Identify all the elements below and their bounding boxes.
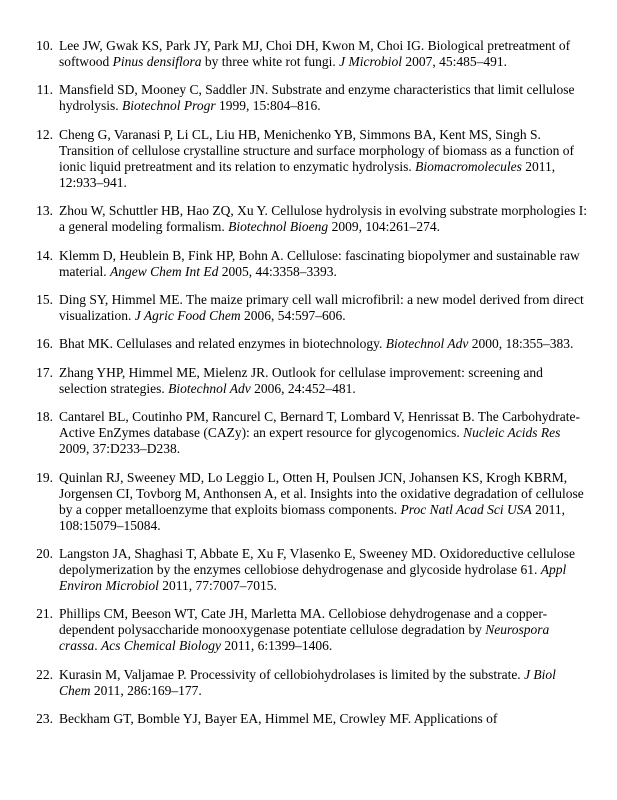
reference-journal-or-species: J Agric Food Chem (134, 307, 241, 323)
reference-segment: Quinlan RJ, Sweeney MD, Lo Leggio L, Otten H, Poulsen JCN, Johansen KS, Krogh KBRM, Jorgensen CI, Tovborg M, Anthonsen A, et al. Insights into the oxidative degradation of cellulose by a copper metalloenzyme that exploits biomass components. (59, 469, 584, 517)
reference-segment: Beckham GT, Bomble YJ, Bayer EA, Himmel ME, Crowley MF. Applications of (59, 711, 498, 727)
reference-segment: Zhang YHP, Himmel ME, Mielenz JR. Outlook for cellulase improvement: screening and selection strategies. (59, 364, 543, 396)
reference-item (0, 248, 617, 280)
reference-journal-or-species: Appl Environ Microbiol (59, 561, 567, 593)
reference-segment: Cantarel BL, Coutinho PM, Rancurel C, Bernard T, Lombard V, Henrissat B. The Carbohydrate-Active EnZymes database (CAZy): an expert resource for glycogenomics. (59, 409, 581, 441)
reference-segment: Mansfield SD, Mooney C, Saddler JN. Substrate and enzyme characteristics that limit cellulose hydrolysis. (59, 82, 575, 114)
reference-item (0, 606, 617, 654)
reference-text (59, 546, 575, 593)
reference-text (59, 365, 543, 396)
reference-number: 15. (36, 291, 53, 307)
reference-segment: Phillips CM, Beeson WT, Cate JH, Marletta MA. Cellobiose dehydrogenase and a copper-dependent polysaccharide monooxygenase potentiate cellulose degradation by (59, 606, 548, 638)
reference-segment: 2009, 37:D233–D238. (59, 441, 181, 457)
reference-segment: Zhou W, Schuttler HB, Hao ZQ, Xu Y. Cellulose hydrolysis in evolving substrate morphologies I: a general modeling formalism. (59, 203, 587, 235)
reference-text (59, 667, 556, 698)
reference-text (59, 38, 570, 69)
reference-segment: 2011, 77:7007–7015. (158, 577, 277, 593)
reference-segment: 2009, 104:261–274. (328, 219, 440, 235)
reference-segment: Langston JA, Shaghasi T, Abbate E, Xu F, Vlasenko E, Sweeney MD. Oxidoreductive cellulose depolymerization by the enzymes cellobiose dehydrogenase and glycoside hydrolase 61. (59, 545, 575, 577)
reference-item (0, 336, 617, 352)
reference-journal-or-species: Biomacromolecules (415, 158, 522, 174)
reference-number: 23. (36, 711, 53, 727)
reference-item (0, 365, 617, 397)
reference-journal-or-species: Biotechnol Bioeng (228, 219, 329, 235)
reference-item (0, 546, 617, 594)
reference-text (59, 711, 497, 726)
reference-segment: 2011, 286:169–177. (90, 682, 202, 698)
reference-journal-or-species: Proc Natl Acad Sci USA (400, 501, 532, 517)
reference-number: 14. (36, 247, 53, 263)
reference-text (59, 203, 587, 234)
reference-segment: 2011, 12:933–941. (59, 158, 556, 190)
reference-number: 12. (36, 126, 53, 142)
reference-item (0, 470, 617, 534)
reference-journal-or-species: Acs Chemical Biology (101, 638, 221, 654)
reference-text (59, 292, 584, 323)
reference-segment: by three white rot fungi. (201, 54, 340, 69)
reference-segment: Kurasin M, Valjamae P. Processivity of cellobiohydrolases is limited by the substrate. (59, 666, 525, 682)
reference-journal-or-species: Biotechnol Adv (385, 336, 469, 352)
reference-segment: 2006, 24:452–481. (250, 380, 356, 396)
reference-text (59, 127, 574, 190)
reference-segment: Bhat MK. Cellulases and related enzymes in biotechnology. (59, 336, 386, 352)
reference-number: 13. (36, 203, 53, 219)
reference-text (59, 82, 575, 113)
reference-item (0, 127, 617, 191)
reference-text (59, 409, 580, 456)
reference-segment: Ding SY, Himmel ME. The maize primary cell wall microfibril: a new model derived from direct visualization. (59, 291, 584, 323)
reference-journal-or-species: J Microbiol (339, 54, 402, 69)
reference-number: 11. (36, 82, 53, 98)
reference-number: 10. (36, 38, 53, 53)
reference-segment: 2011, 6:1399–1406. (221, 638, 333, 654)
reference-journal-or-species: Pinus densiflora (112, 54, 202, 69)
reference-item (0, 292, 617, 324)
reference-item (0, 38, 617, 70)
reference-list (0, 38, 617, 739)
reference-text (59, 248, 580, 279)
reference-number: 19. (36, 469, 53, 485)
reference-segment: Klemm D, Heublein B, Fink HP, Bohn A. Cellulose: fascinating biopolymer and sustainable raw material. (59, 247, 580, 279)
reference-text (59, 336, 573, 351)
reference-number: 22. (36, 666, 53, 682)
reference-segment: 2007, 45:485–491. (401, 54, 507, 69)
reference-segment: Lee JW, Gwak KS, Park JY, Park MJ, Choi DH, Kwon M, Choi IG. Biological pretreatment of softwood (59, 38, 571, 69)
reference-segment: 2000, 18:355–383. (468, 336, 574, 352)
reference-segment: Cheng G, Varanasi P, Li CL, Liu HB, Menichenko YB, Simmons BA, Kent MS, Singh S. Transition of cellulose crystalline structure and surface morphology of biomass as a function of ionic liquid pretreatment and its relation to enzymatic hydrolysis. (59, 126, 575, 174)
reference-journal-or-species: Nucleic Acids Res (463, 425, 561, 441)
reference-number: 20. (36, 545, 53, 561)
reference-segment: 2011, 108:15079–15084. (59, 501, 566, 533)
reference-item (0, 409, 617, 457)
reference-item (0, 711, 617, 727)
reference-number: 18. (36, 409, 53, 425)
reference-segment: . (94, 638, 102, 654)
reference-number: 16. (36, 336, 53, 352)
reference-journal-or-species: Biotechnol Progr (122, 98, 216, 114)
reference-journal-or-species: Angew Chem Int Ed (109, 263, 219, 279)
reference-segment: 2006, 54:597–606. (240, 307, 346, 323)
reference-number: 17. (36, 364, 53, 380)
reference-item (0, 667, 617, 699)
reference-journal-or-species: Biotechnol Adv (168, 380, 251, 396)
reference-item (0, 203, 617, 235)
reference-item (0, 82, 617, 114)
reference-segment: 2005, 44:3358–3393. (218, 263, 337, 279)
reference-journal-or-species: Neurospora crassa (59, 622, 550, 654)
reference-number: 21. (36, 606, 53, 622)
reference-text (59, 606, 549, 653)
reference-text (59, 470, 584, 533)
reference-journal-or-species: J Biol Chem (59, 666, 556, 698)
reference-segment: 1999, 15:804–816. (215, 98, 321, 114)
